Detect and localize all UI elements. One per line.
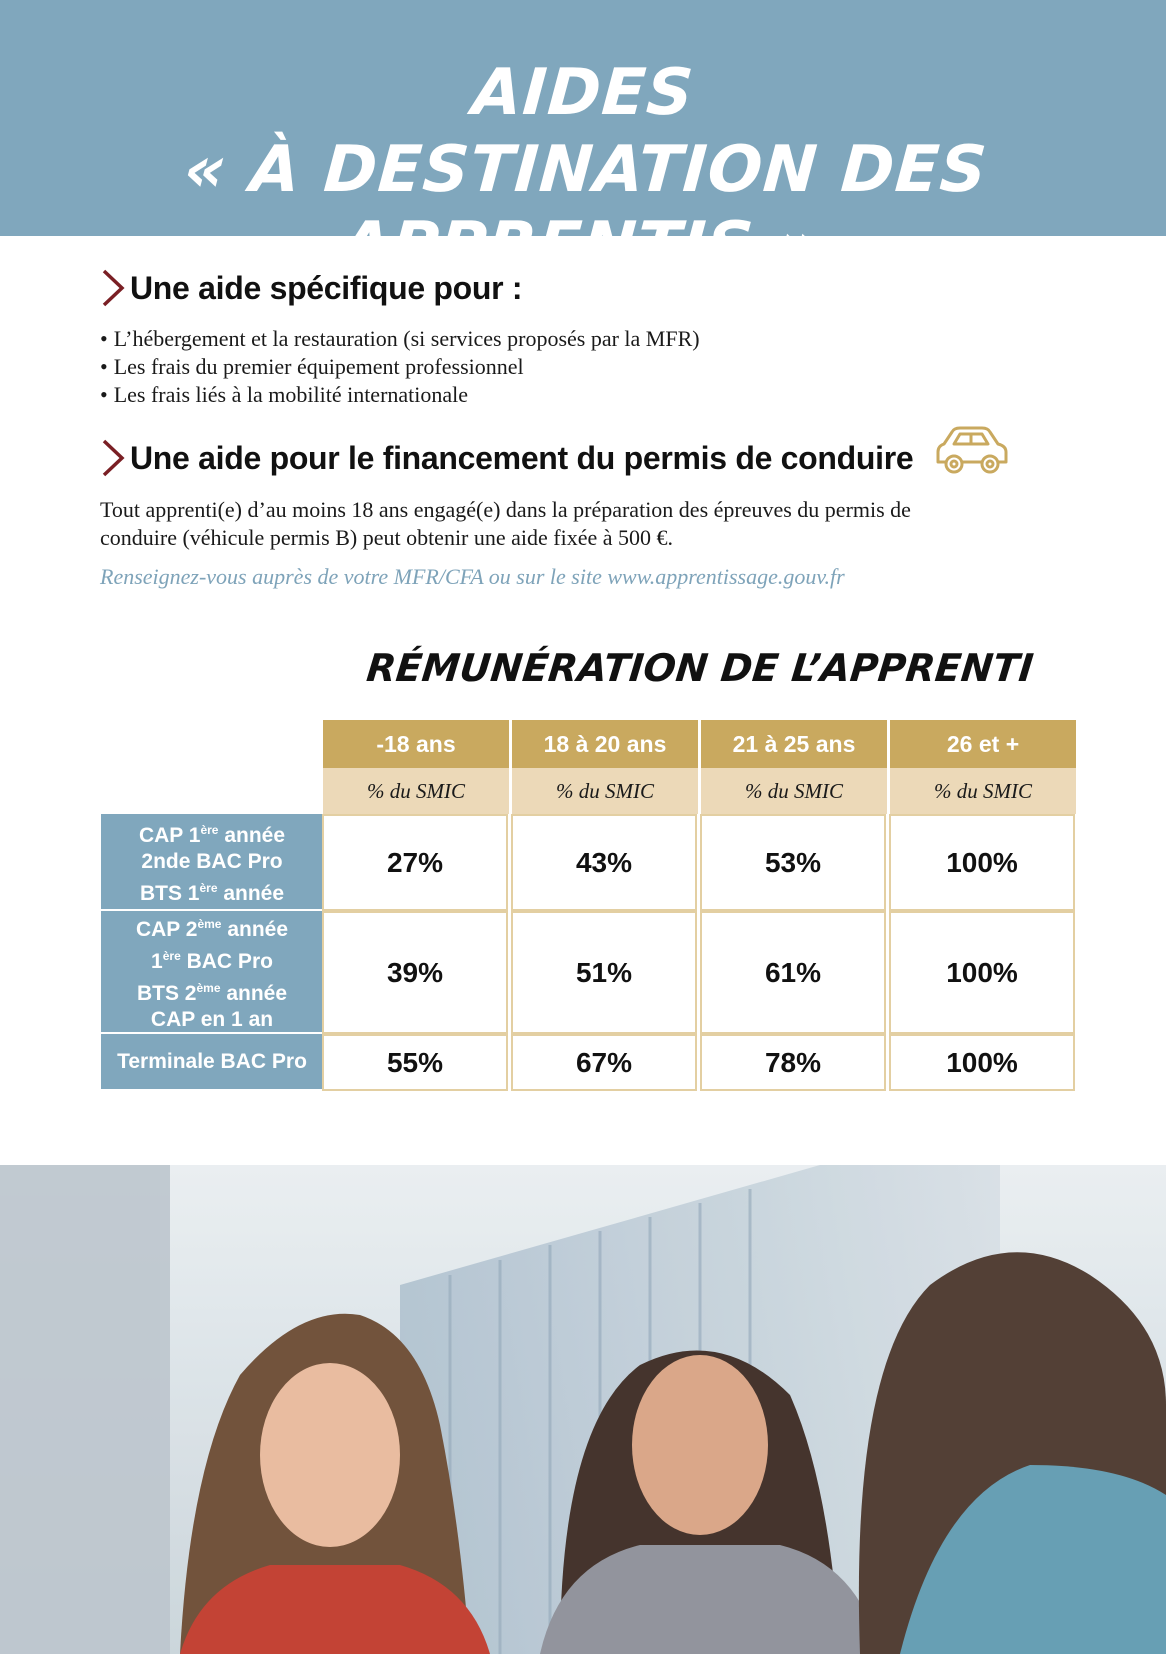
description-line: conduire (véhicule permis B) peut obtenir une aide fixée à 500 €. bbox=[100, 525, 674, 550]
table-cell-value: 55% bbox=[322, 1034, 508, 1091]
table-cell-value: 39% bbox=[322, 911, 508, 1034]
row-header bbox=[101, 814, 323, 909]
driving-license-description bbox=[100, 496, 1080, 552]
list-item: • L’hébergement et la restauration (si services proposés par la MFR) bbox=[100, 325, 700, 353]
table-cell-value: 100% bbox=[889, 1034, 1075, 1091]
car-icon bbox=[932, 424, 1012, 480]
aid-bullet-list bbox=[100, 325, 700, 409]
chevron-right-icon bbox=[100, 438, 128, 478]
row-header-line: 1ère BAC Pro bbox=[151, 948, 273, 973]
banner-title-line1: AIDES bbox=[469, 56, 697, 130]
table-cell-value: 100% bbox=[889, 814, 1075, 911]
table-cell-value: 61% bbox=[700, 911, 886, 1034]
row-header bbox=[101, 911, 323, 1032]
column-header-age: -18 ans bbox=[323, 720, 509, 768]
section-heading-specific-aid bbox=[100, 268, 522, 308]
column-header-age: 26 et + bbox=[890, 720, 1076, 768]
table-cell-value: 67% bbox=[511, 1034, 697, 1091]
banner-title-line2: « À DESTINATION DES APPRENTIS » bbox=[181, 133, 990, 283]
info-link-text: Renseignez-vous auprès de votre MFR/CFA ou sur le site www.apprentissage.gouv.fr bbox=[100, 564, 845, 589]
table-cell-value: 27% bbox=[322, 814, 508, 911]
section-heading-text: Une aide pour le financement du permis de conduire bbox=[130, 439, 914, 476]
table-title: RÉMUNÉRATION DE L’APPRENTI bbox=[364, 646, 1036, 690]
list-item: • Les frais liés à la mobilité internationale bbox=[100, 381, 700, 409]
column-header-age: 18 à 20 ans bbox=[512, 720, 698, 768]
list-item: • Les frais du premier équipement professionnel bbox=[100, 353, 700, 381]
table-cell-value: 51% bbox=[511, 911, 697, 1034]
column-header-age: 21 à 25 ans bbox=[701, 720, 887, 768]
table-cell-value: 43% bbox=[511, 814, 697, 911]
row-header-line: BTS 2ème année bbox=[136, 980, 288, 1005]
column-subheader-unit: % du SMIC bbox=[701, 768, 887, 814]
column-subheader-unit: % du SMIC bbox=[890, 768, 1076, 814]
row-header-line: CAP en 1 an bbox=[150, 1007, 274, 1031]
description-line: Tout apprenti(e) d’au moins 18 ans engagé(e) dans la préparation des épreuves du permis de bbox=[100, 497, 911, 522]
row-header-line: BTS 1ère année bbox=[139, 880, 285, 905]
table-cell-value: 78% bbox=[700, 1034, 886, 1091]
row-header bbox=[101, 1034, 323, 1089]
row-header-line: CAP 2ème année bbox=[135, 916, 289, 941]
title-banner bbox=[0, 0, 1166, 283]
column-subheader-unit: % du SMIC bbox=[512, 768, 698, 814]
row-header-line: CAP 1ère année bbox=[138, 822, 286, 847]
row-header-line: 2nde BAC Pro bbox=[141, 849, 283, 873]
section-heading-text: Une aide spécifique pour : bbox=[130, 269, 523, 306]
section-heading-driving-license bbox=[100, 438, 913, 478]
row-header-line: Terminale BAC Pro bbox=[117, 1049, 307, 1073]
students-photo bbox=[0, 1165, 1166, 1654]
column-subheader-unit: % du SMIC bbox=[323, 768, 509, 814]
table-cell-value: 100% bbox=[889, 911, 1075, 1034]
chevron-right-icon bbox=[100, 268, 128, 308]
table-cell-value: 53% bbox=[700, 814, 886, 911]
